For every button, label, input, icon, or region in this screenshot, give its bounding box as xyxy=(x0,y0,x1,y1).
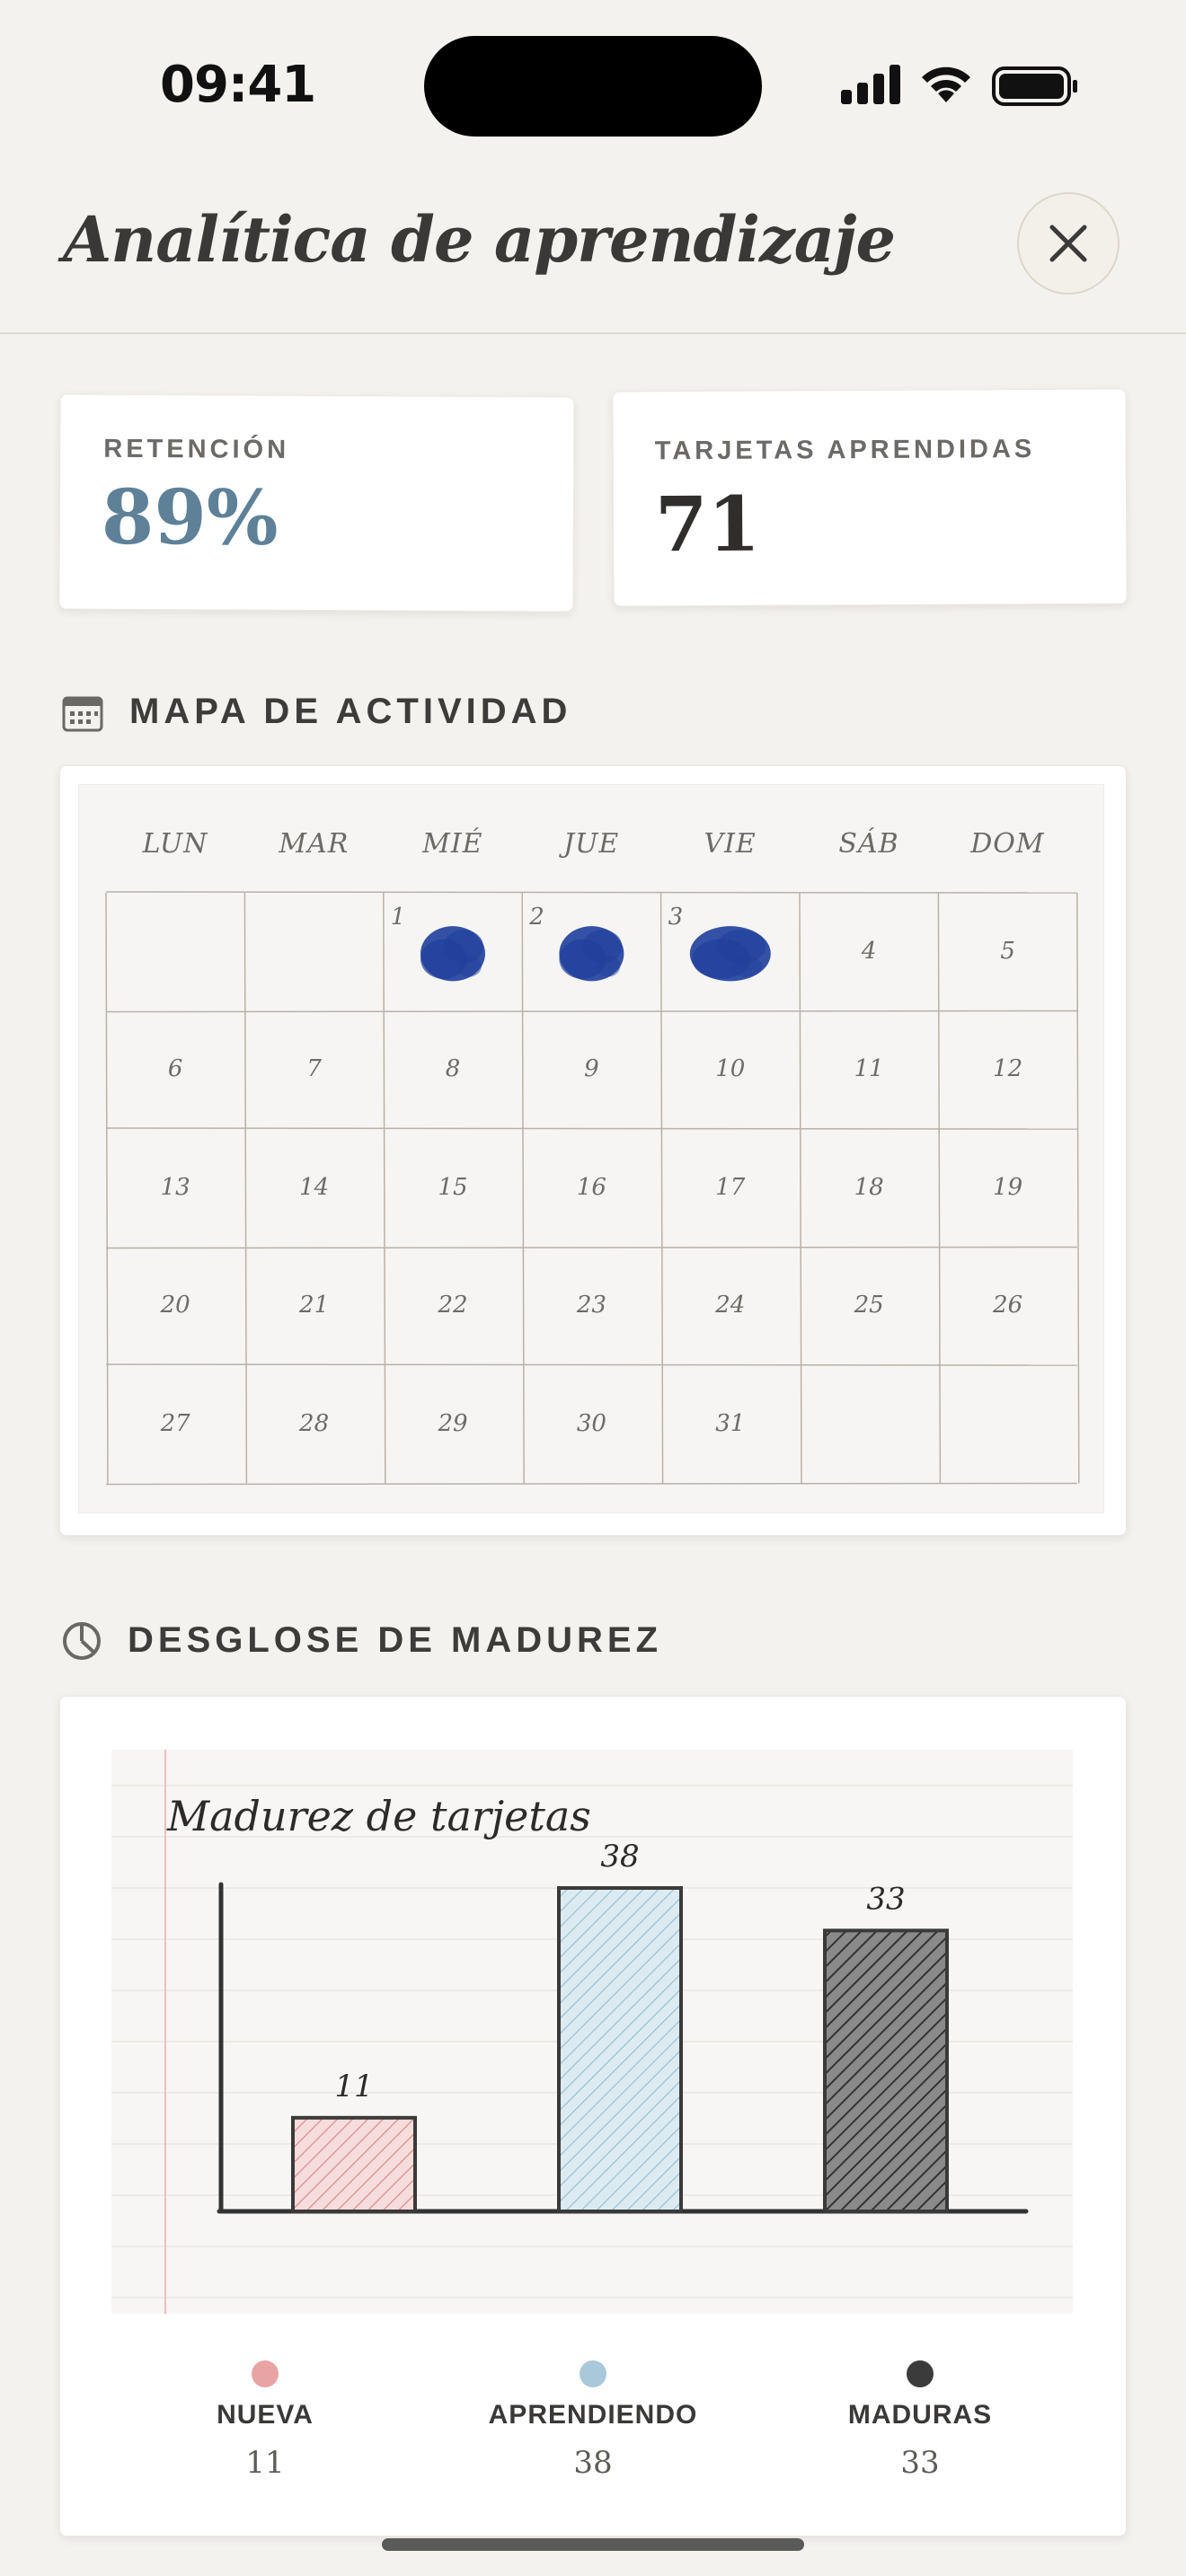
legend-dot xyxy=(907,2360,934,2387)
weekday-label: MIÉ xyxy=(422,828,483,860)
weekday-label: SÁB xyxy=(838,828,899,860)
home-indicator[interactable] xyxy=(382,2538,804,2551)
calendar-day-number[interactable]: 13 xyxy=(160,1173,190,1201)
status-time: 09:41 xyxy=(160,56,316,114)
wifi-icon xyxy=(918,61,974,104)
calendar-day-number[interactable]: 21 xyxy=(299,1292,330,1319)
calendar-paper xyxy=(78,784,1104,1513)
calendar-day-number[interactable]: 23 xyxy=(576,1292,606,1319)
calendar-day-number[interactable]: 12 xyxy=(993,1055,1023,1083)
close-icon xyxy=(1049,224,1088,263)
bar-aprendiendo xyxy=(559,1888,681,2211)
weekday-label: DOM xyxy=(970,828,1045,860)
calendar-day-number[interactable]: 27 xyxy=(160,1409,190,1437)
calendar-day-number[interactable]: 2 xyxy=(529,904,544,931)
calendar-day-number[interactable]: 19 xyxy=(993,1173,1023,1201)
weekday-label: MAR xyxy=(279,828,350,860)
bar-value-label: 33 xyxy=(866,1881,906,1918)
calendar-day-number[interactable]: 3 xyxy=(668,904,684,931)
calendar-day-number[interactable]: 6 xyxy=(167,1055,183,1083)
legend-value: 33 xyxy=(900,2445,940,2481)
bar-value-label: 11 xyxy=(334,2068,374,2104)
calendar-day-number[interactable]: 20 xyxy=(160,1292,190,1319)
calendar-day-number[interactable]: 18 xyxy=(854,1173,884,1201)
calendar-day-number[interactable]: 14 xyxy=(299,1173,330,1201)
calendar-day-number[interactable]: 29 xyxy=(438,1409,468,1437)
legend-value: 11 xyxy=(245,2445,285,2481)
legend-value: 38 xyxy=(573,2445,613,2481)
bar-nueva xyxy=(293,2118,415,2211)
calendar-day-number[interactable]: 28 xyxy=(299,1409,330,1437)
dynamic-island xyxy=(424,36,762,137)
maturity-bar-chart xyxy=(111,1750,1073,2314)
chart-title: Madurez de tarjetas xyxy=(167,1792,591,1840)
calendar-day-number[interactable]: 7 xyxy=(306,1055,322,1083)
legend-dot xyxy=(580,2360,606,2387)
legend-label: NUEVA xyxy=(217,2400,314,2430)
maturity-section-title: DESGLOSE DE MADUREZ xyxy=(128,1620,663,1660)
calendar-day-number[interactable]: 26 xyxy=(993,1292,1023,1319)
cards-learned-value: 71 xyxy=(654,479,761,569)
page-title: Analítica de aprendizaje xyxy=(63,202,895,277)
retention-value: 89% xyxy=(101,472,279,562)
calendar-day-number[interactable]: 1 xyxy=(390,904,406,931)
calendar-day-number[interactable]: 5 xyxy=(1000,937,1015,965)
close-button[interactable] xyxy=(1017,192,1120,295)
cards-learned-label: TARJETAS APRENDIDAS xyxy=(654,435,1036,466)
weekday-label: LUN xyxy=(142,828,208,860)
retention-card xyxy=(58,394,574,613)
cellular-signal-icon xyxy=(841,65,902,104)
header-divider xyxy=(0,332,1186,334)
calendar-day-number[interactable]: 30 xyxy=(576,1409,606,1437)
legend-label: MADURAS xyxy=(847,2400,993,2430)
calendar-day-number[interactable]: 31 xyxy=(715,1409,746,1437)
calendar-day-number[interactable]: 11 xyxy=(854,1055,884,1083)
bar-maduras xyxy=(825,1930,947,2211)
calendar-icon xyxy=(61,693,104,733)
calendar-day-number[interactable]: 17 xyxy=(715,1173,746,1201)
weekday-label: VIE xyxy=(704,828,757,860)
calendar-day-number[interactable]: 15 xyxy=(438,1173,468,1201)
calendar-day-number[interactable]: 9 xyxy=(584,1055,599,1083)
cards-learned-card xyxy=(612,389,1127,607)
bar-value-label: 38 xyxy=(600,1839,640,1875)
calendar-day-number[interactable]: 16 xyxy=(576,1173,606,1201)
legend-label: APRENDIENDO xyxy=(488,2400,698,2430)
calendar-day-number[interactable]: 10 xyxy=(715,1055,746,1083)
calendar-day-number[interactable]: 22 xyxy=(438,1292,468,1319)
retention-label: RETENCIÓN xyxy=(103,434,290,464)
pie-chart-icon xyxy=(61,1620,102,1662)
calendar-day-number[interactable]: 4 xyxy=(861,937,877,965)
calendar-day-number[interactable]: 24 xyxy=(715,1292,746,1319)
calendar-day-number[interactable]: 25 xyxy=(854,1292,884,1319)
calendar-day-number[interactable]: 8 xyxy=(445,1055,461,1083)
weekday-label: JUE xyxy=(563,828,620,860)
battery-icon xyxy=(992,66,1078,106)
activity-section-title: MAPA DE ACTIVIDAD xyxy=(129,692,572,731)
legend-dot xyxy=(252,2360,279,2387)
